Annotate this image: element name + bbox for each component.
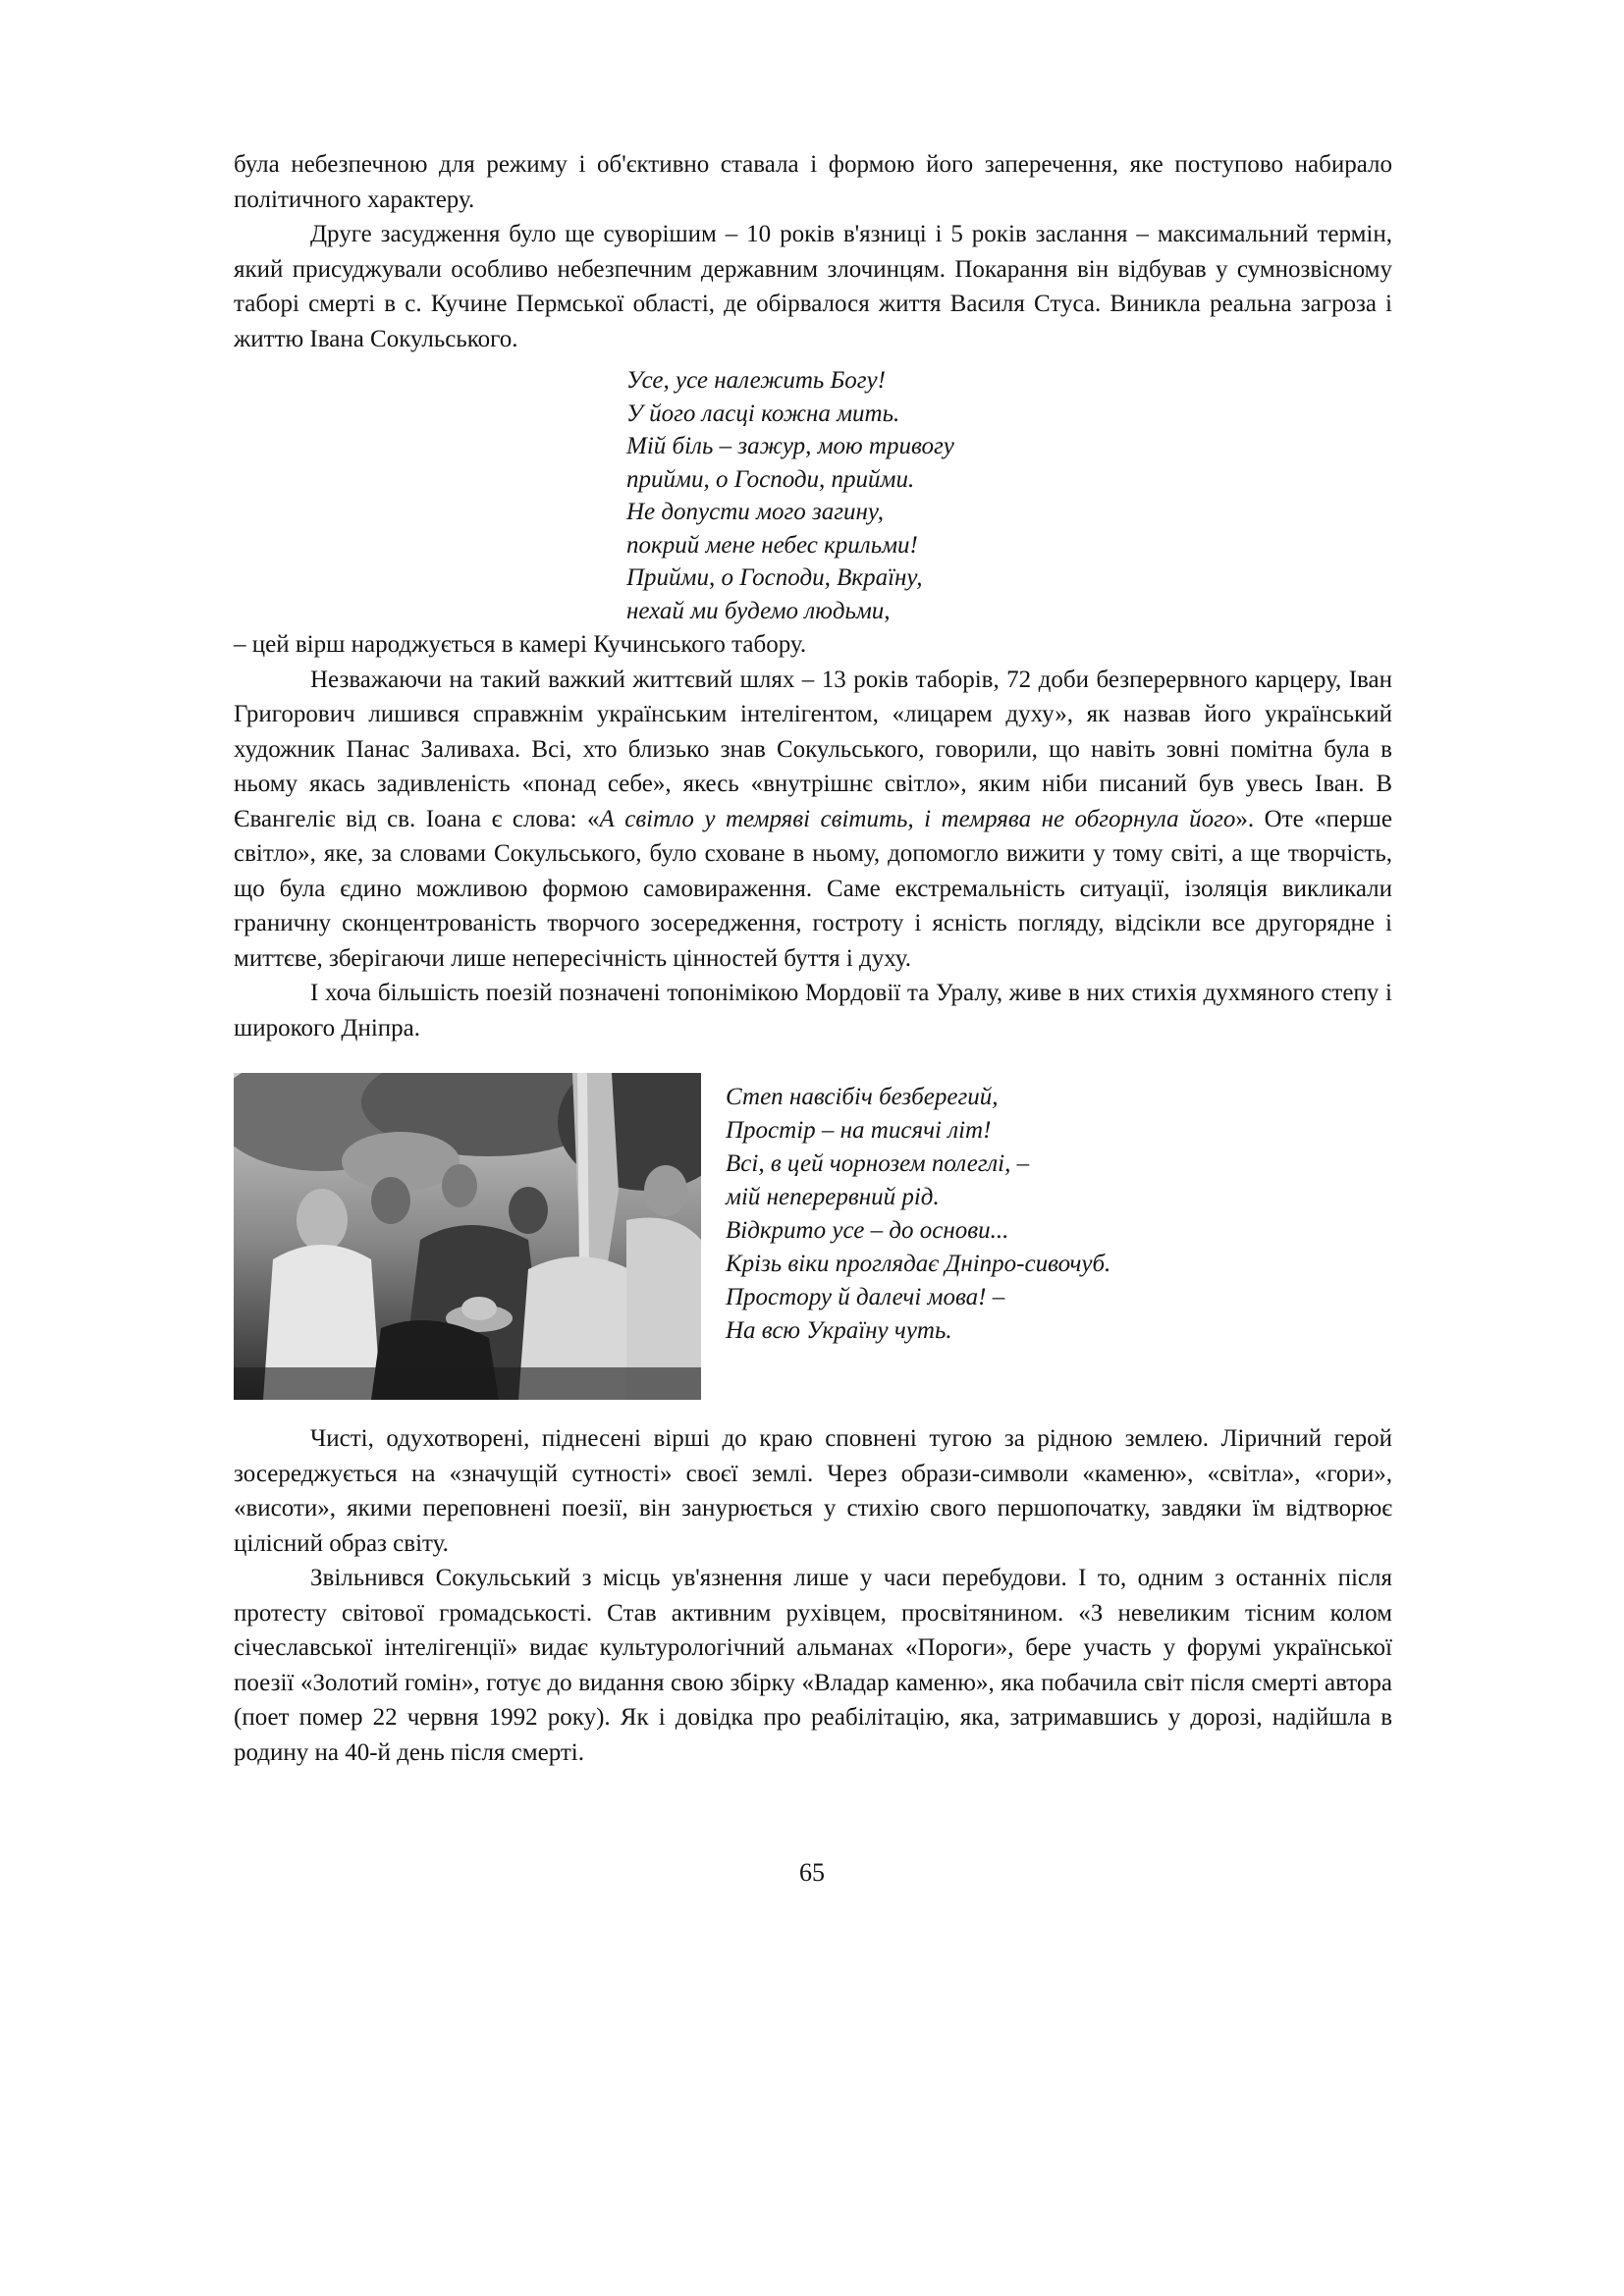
photo-with-poem xyxy=(234,1073,1392,1400)
poem-2-line: Простір – на тисячі літ! xyxy=(726,1117,992,1144)
paragraph-5: І хоча більшість поезій позначені топонімікою Мордовії та Уралу, живе в них стихія духмяного степу і широкого Дніпра. xyxy=(234,980,1392,1041)
poem-2-line: На всю Україну чуть. xyxy=(726,1317,952,1344)
poem-1-line: Не допусти мого загину, xyxy=(626,499,885,525)
paragraph-4-part-b: ». Оте «перше світло», яке, за словами Сокульського, було сховане в ньому, допомогло вижити у тому світі, а ще творчість, що була єдино можливою формою самовираження. Саме екстремальність ситуації, ізоляція викликали граничну сконцентрованість творчого зосередження, гостроту і ясність погляду, відсікли все другорядне і миттєве, зберігаючи лише непересічність цінностей буття і духу. xyxy=(234,805,1392,972)
poem-2-line: Степ навсібіч безберегий, xyxy=(726,1084,999,1110)
paragraph-4-part-a: Незважаючи на такий важкий життєвий шлях – 13 років таборів, 72 доби безперервного карцеру, Іван Григорович лишився справжнім українським інтелігентом, «лицарем духу», як назвав його український художник Панас Заливаха. Всі, хто близько знав Сокульського, говорили, що навіть зовні помітна була в ньому якась задивленість «понад себе», якесь «внутрішнє світло», яким ніби писаний був увесь Іван. В Євангеліє від св. Іоана є слова: « xyxy=(234,666,1392,832)
paragraph-1: була небезпечною для режиму і об'єктивно ставала і формою його заперечення, яке поступово набирало політичного характеру. xyxy=(234,151,1392,213)
paragraph-2: Друге засудження було ще суворішим – 10 років в'язниці і 5 років заслання – максимальний термін, який присуджували особливо небезпечним державним злочинцям. Покарання він відбував у сумнозвісному таборі смерті в с. Кучине Пермської області, де обірвалося життя Василя Стуса. Виникла реальна загроза і життю Івана Сокульського. xyxy=(234,221,1392,352)
poem-1-line: прийми, о Господи, прийми. xyxy=(626,465,915,493)
poem-2-line: Простору й далечі мова! – xyxy=(726,1284,1005,1310)
poem-2-line: Відкрито усе – до основи... xyxy=(726,1217,1009,1244)
gospel-quote: А світло у темряві світить, і темрява не обгорнула його xyxy=(599,805,1236,832)
poem-1-line: нехай ми будемо людьми, xyxy=(626,597,891,624)
photo-image xyxy=(234,1073,701,1400)
paragraph-4 xyxy=(234,663,1392,977)
paragraph-6: Чисті, одухотворені, піднесені вірші до краю сповнені тугою за рідною землею. Ліричний герой зосереджується на «значущій сутності» своєї землі. Через образи-символи «каменю», «світла», «гори», «висоти», якими переповнені поезії, він занурюється у стихію свого першопочатку, завдяки їм відтворює цілісний образ світу. xyxy=(234,1425,1392,1557)
poem-1-line: покрий мене небес крильми! xyxy=(626,531,918,559)
poem-2-line: мій неперервний рід. xyxy=(726,1184,940,1210)
poem-1-line: У його ласці кожна мить. xyxy=(626,400,900,427)
poem-1-line: Прийми, о Господи, Вкраїну, xyxy=(626,564,923,591)
poem-1-line: Усе, усе належить Богу! xyxy=(626,367,886,394)
paragraph-7: Звільнився Сокульський з місць ув'язнення лише у часи перебудови. І то, одним з останніх після протесту світової громадськості. Став активним рухівцем, просвітянином. «З невеликим тісним колом січеславської інтелігенції» видає культурологічний альманах «Пороги», бере участь у форумі української поезії «Золотий гомін», готує до видання свою збірку «Владар каменю», яка побачила світ після смерті автора (поет помер 22 червня 1992 року). Як і довідка про реабілітацію, яка, затримавшись у дорозі, надійшла в родину на 40-й день після смерті. xyxy=(234,1565,1392,1766)
paragraph-3: – цей вірш народжується в камері Кучинського табору. xyxy=(234,631,807,658)
poem-2 xyxy=(726,1081,1110,1348)
poem-2-line: Всі, в цей чорнозем полеглі, – xyxy=(726,1150,1030,1177)
page-number: 65 xyxy=(799,1858,825,1887)
crowd-photo xyxy=(234,1073,701,1400)
poem-2-line: Крізь віки проглядає Дніпро-сивочуб. xyxy=(726,1251,1111,1277)
poem-1 xyxy=(626,364,1392,627)
page-body xyxy=(234,147,1392,1770)
poem-1-line: Мій біль – зажур, мою тривогу xyxy=(626,433,954,459)
